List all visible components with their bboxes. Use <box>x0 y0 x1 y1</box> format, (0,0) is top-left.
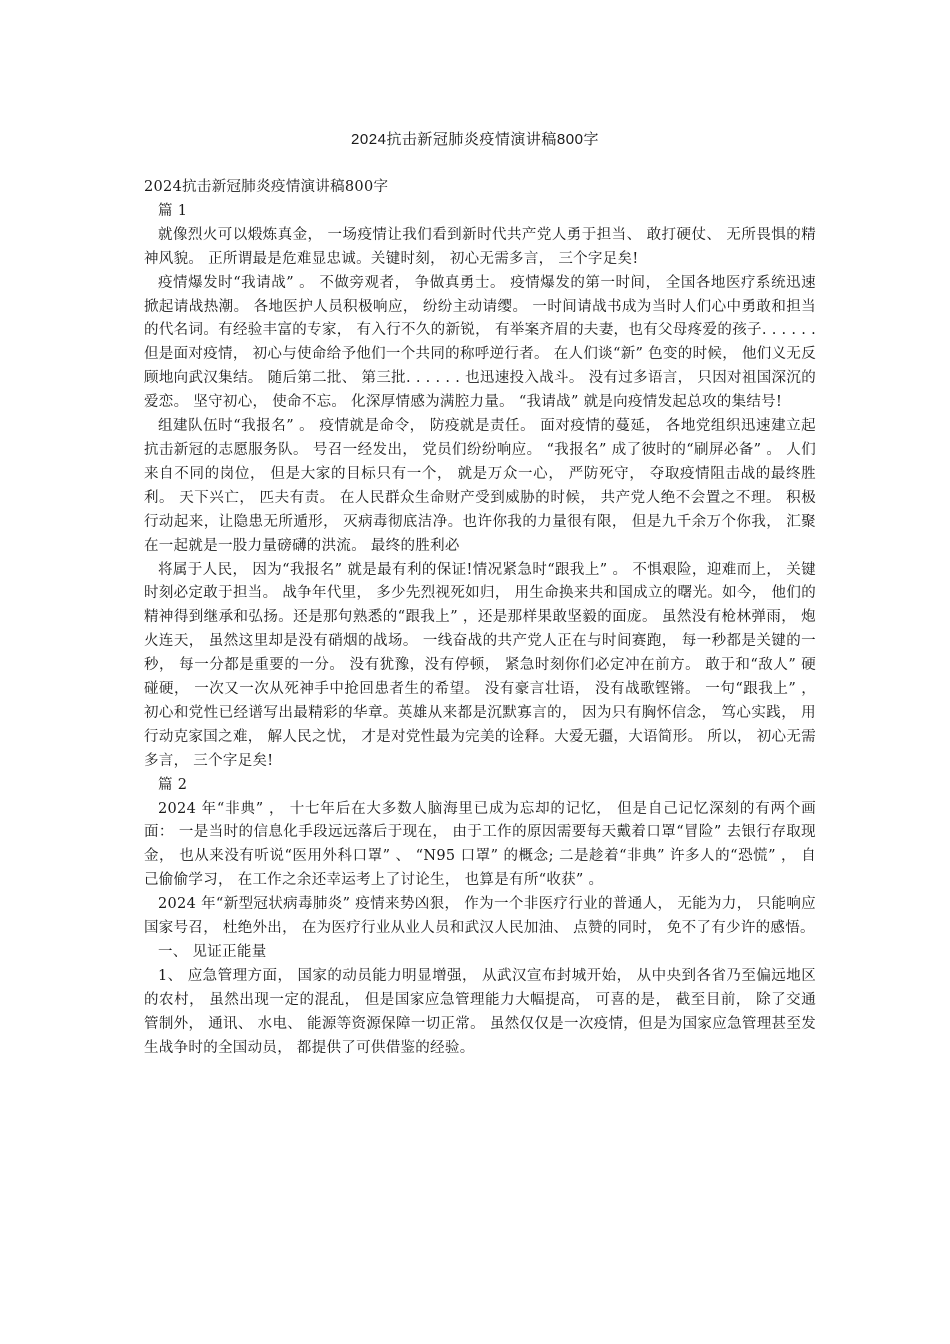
document-title: 2024抗击新冠肺炎疫情演讲稿800字 <box>351 131 599 148</box>
paragraph: 就像烈火可以煅炼真金， 一场疫情让我们看到新时代共产党人勇于担当、 敢打硬仗、 无所畏惧的精神风貌。 正所谓最是危难显忠诚。关键时刻， 初心无需多言， 三个字足矣! <box>144 226 816 267</box>
document-subtitle: 2024抗击新冠肺炎疫情演讲稿800字 <box>144 179 389 195</box>
paragraph: 组建队伍时“我报名” 。 疫情就是命令， 防疫就是责任。 面对疫情的蔓延， 各地党组织迅速建立起抗击新冠的志愿服务队。 号召一经发出， 党员们纷纷响应。 “我报名” 成了彼时的“刷屏必备” 。 人们来自不同的岗位， 但是大家的目标只有一个， 就是万众一心， 严防死守， 夺取疫情阻击战的最终胜利。 天下兴亡， 匹夫有责。 在人民群众生命财产受到威胁的时候， 共产党人绝不会置之不理。 积极行动起来，让隐患无所遁形， 灭病毒彻底洁净。也许你我的力量很有限， 但是九千余万个你我， 汇聚在一起就是一股力量磅礴的洪流。 最终的胜利必 <box>144 418 816 554</box>
paragraph: 1、 应急管理方面， 国家的动员能力明显增强， 从武汉宣布封城开始， 从中央到各省乃至偏远地区的农村， 虽然出现一定的混乱， 但是国家应急管理能力大幅提高， 可喜的是， 截至目前， 除了交通管制外， 通讯、 水电、 能源等资源保障一切正常。 虽然仅仅是一次疫情，但是为国家应急管理甚至发生战争时的全国动员， 都提供了可供借鉴的经验。 <box>144 967 816 1056</box>
section-heading-2: 篇 2 <box>158 776 188 793</box>
section-heading-1: 篇 1 <box>158 202 188 219</box>
paragraph: 将属于人民， 因为“我报名” 就是最有利的保证!情况紧急时“跟我上” 。 不惧艰险，迎难而上， 关键时刻必定敢于担当。 战争年代里， 多少先烈视死如归， 用生命换来共和国成立的曙光。如今， 他们的精神得到继承和弘扬。还是那句熟悉的“跟我上” ，还是那样果敢坚毅的面庞。 虽然没有枪林弹雨， 炮火连天， 虽然这里却是没有硝烟的战场。 一线奋战的共产党人正在与时间赛跑， 每一秒都是关键的一秒， 每一分都是重要的一分。 没有犹豫，没有停顿， 紧急时刻你们必定冲在前方。 敢于和“敌人” 硬碰硬， 一次又一次从死神手中抢回患者生的希望。 没有豪言壮语， 没有战歌铿锵。 一句“跟我上” ， 初心和党性已经谱写出最精彩的华章。英雄从来都是沉默寡言的， 因为只有胸怀信念， 笃心实践， 用行动克家国之难， 解人民之忧， 才是对党性最为完美的诠释。大爱无疆，大语简形。 所以， 初心无需多言， 三个字足矣! <box>144 561 816 769</box>
subsection-heading: 一、 见证正能量 <box>158 944 267 960</box>
paragraph: 疫情爆发时“我请战” 。 不做旁观者， 争做真勇士。 疫情爆发的第一时间， 全国各地医疗系统迅速掀起请战热潮。 各地医护人员积极响应， 纷纷主动请缨。 一时间请战书成为当时人们心中勇敢和担当的代名词。有经验丰富的专家， 有入行不久的新锐， 有举案齐眉的夫妻，也有父母疼爱的孩子. . . . . . 但是面对疫情， 初心与使命给予他们一个共同的称呼逆行者。 在人们谈“新” 色变的时候， 他们义无反顾地向武汉集结。 随后第二批、 第三批. . . . . . 也迅速投入战斗。 没有过多语言， 只因对祖国深沉的爱恋。 坚守初心， 使命不忘。 化深厚情感为满腔力量。 “我请战” 就是向疫情发起总攻的集结号! <box>144 274 816 411</box>
document-body <box>144 176 816 1061</box>
paragraph: 2024 年“非典” ， 十七年后在大多数人脑海里已成为忘却的记忆， 但是自己记忆深刻的有两个画面： 一是当时的信息化手段远远落后于现在， 由于工作的原因需要每天戴着口罩“冒险” 去银行存取现金， 也从来没有听说“医用外科口罩” 、 “N95 口罩” 的概念; 二是趁着“非典” 许多人的“恐慌” ， 自己偷偷学习， 在工作之余还幸运考上了讨论生， 也算是有所“收获” 。 <box>144 800 816 889</box>
paragraph: 2024 年“新型冠状病毒肺炎” 疫情来势凶狠， 作为一个非医疗行业的普通人， 无能为力， 只能响应国家号召， 杜绝外出， 在为医疗行业从业人员和武汉人民加油、 点赞的同时， 免不了有少许的感悟。 <box>144 896 816 937</box>
